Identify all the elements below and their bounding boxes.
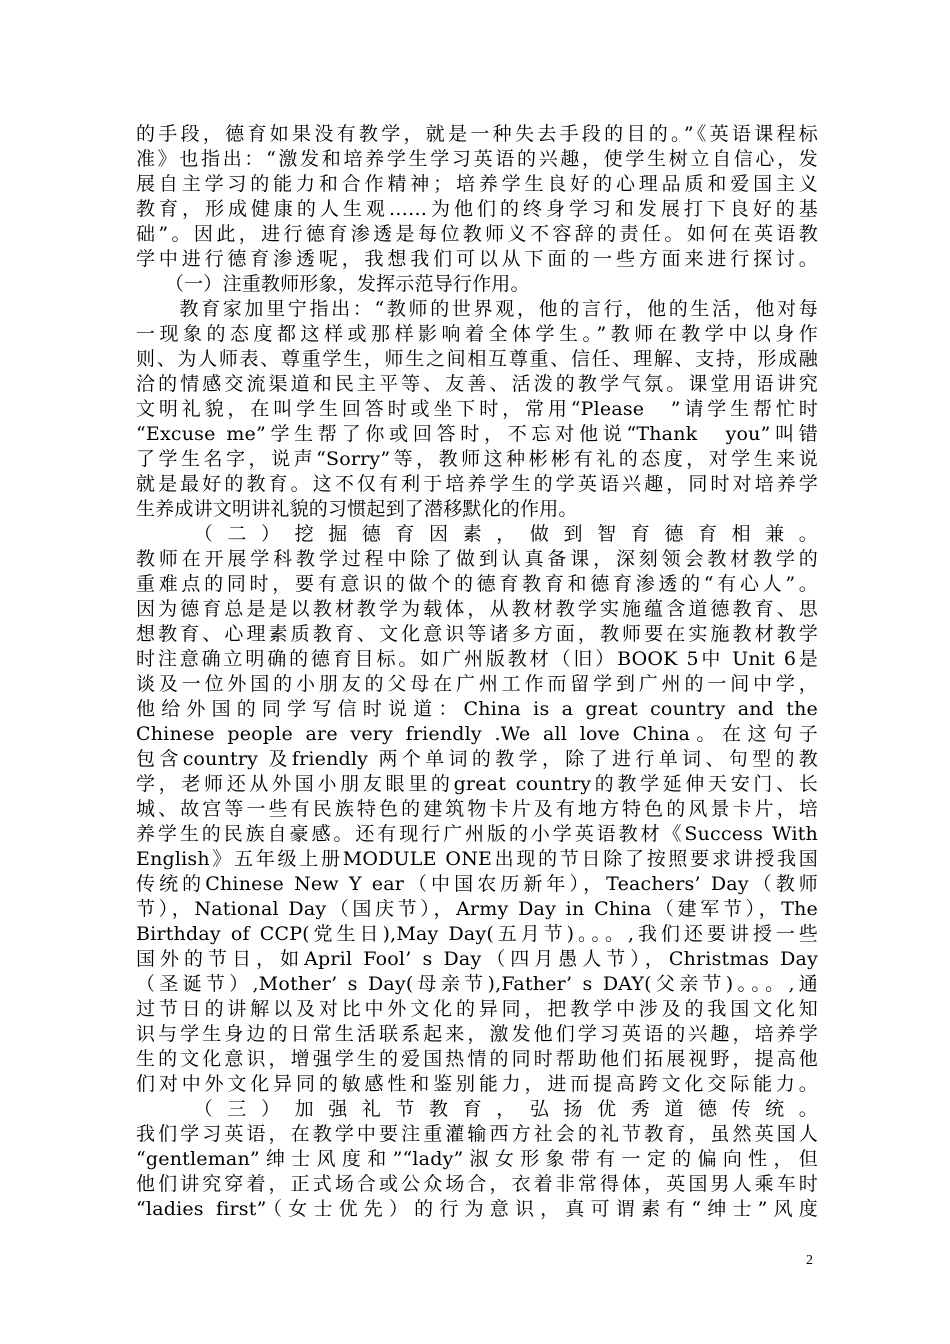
text-line: 他给外国的同学写信时说道：China is a great country and the [136, 698, 818, 720]
section-heading-2: （二）挖掘德育因素，做到智育德育相兼。 [136, 523, 818, 545]
text-line: 想教育、心理素质教育、文化意识等诸多方面，教师要在实施教材教学 [136, 623, 818, 645]
text-line: 因为德育总是是以教材教学为载体，从教材教学实施蕴含道德教育、思 [136, 598, 818, 620]
text-line: 节），National Day（国庆节），Army Day in China（建军节），The [136, 898, 818, 920]
text-line: 展自主学习的能力和合作精神；培养学生良好的心理品质和爱国主义 [136, 173, 818, 195]
text-line: 时注意确立明确的德育目标。如广州版教材（旧）BOOK 5中 Unit 6是 [136, 648, 818, 670]
text-line: 文明礼貌，在叫学生回答时或坐下时，常用“Please ”请学生帮忙时 [136, 398, 818, 420]
text-line: 础”。因此，进行德育渗透是每位教师义不容辞的责任。如何在英语教 [136, 223, 818, 245]
text-line: 城、故宫等一些有民族特色的建筑物卡片及有地方特色的风景卡片，培 [136, 798, 818, 820]
text-line: 们对中外文化异同的敏感性和鉴别能力，进而提高跨文化交际能力。 [136, 1073, 818, 1095]
text-line: 了学生名字，说声“Sorry”等，教师这种彬彬有礼的态度，对学生来说 [136, 448, 818, 470]
section-heading-1: （一）注重教师形象，发挥示范导行作用。 [136, 273, 530, 295]
text-line: 包含country 及friendly 两个单词的教学，除了进行单词、句型的教 [136, 748, 818, 770]
text-line: English》五年级上册MODULE ONE出现的节日除了按照要求讲授我国 [136, 848, 818, 870]
text-line: 国外的节日，如April Fool’ s Day（四月愚人节），Christmas Day [136, 948, 818, 970]
text-line: （圣诞节）,Mother’ s Day(母亲节),Father’ s DAY(父亲节)。。。,通 [136, 973, 818, 995]
text-line: 生的文化意识，增强学生的爱国热情的同时帮助他们拓展视野，提高他 [136, 1048, 818, 1070]
page-number: 2 [806, 1253, 813, 1268]
text-line: 准》也指出：“激发和培养学生学习英语的兴趣，使学生树立自信心，发 [136, 148, 818, 170]
text-line: 谈及一位外国的小朋友的父母在广州工作而留学到广州的一间中学， [136, 673, 818, 695]
text-line: 一现象的态度都这样或那样影响着全体学生。”教师在教学中以身作 [136, 323, 818, 345]
text-line: 就是最好的教育。这不仅有利于培养学生的学英语兴趣，同时对培养学 [136, 473, 818, 495]
text-line: 生养成讲文明讲礼貌的习惯起到了潜移默化的作用。 [136, 498, 578, 520]
text-line: “ladies first”（女士优先）的行为意识，真可谓素有“绅士”风度 [136, 1198, 818, 1220]
section-heading-3: （三）加强礼节教育，弘扬优秀道德传统。 [136, 1098, 818, 1120]
text-line: 学中进行德育渗透呢，我想我们可以从下面的一些方面来进行探讨。 [136, 248, 818, 270]
text-line: “Excuse me”学生帮了你或回答时，不忘对他说“Thank you”叫错 [136, 423, 818, 445]
text-line: 则、为人师表、尊重学生，师生之间相互尊重、信任、理解、支持，形成融 [136, 348, 818, 370]
text-line: 过节日的讲解以及对比中外文化的异同，把教学中涉及的我国文化知 [136, 998, 818, 1020]
text-line: 他们讲究穿着，正式场合或公众场合，衣着非常得体，英国男人乘车时 [136, 1173, 818, 1195]
text-line: 教育，形成健康的人生观……为他们的终身学习和发展打下良好的基 [136, 198, 818, 220]
document-body [136, 122, 818, 1222]
text-line: 学，老师还从外国小朋友眼里的great country的教学延伸天安门、长 [136, 773, 818, 795]
text-line: 重难点的同时，要有意识的做个的德育教育和德育渗透的“有心人”。 [136, 573, 818, 595]
text-line: 识与学生身边的日常生活联系起来，激发他们学习英语的兴趣，培养学 [136, 1023, 818, 1045]
text-line: 传统的Chinese New Y ear（中国农历新年），Teachers’ Day（教师 [136, 873, 818, 895]
text-line: 我们学习英语，在教学中要注重灌输西方社会的礼节教育，虽然英国人 [136, 1123, 818, 1145]
text-line: 教育家加里宁指出：“教师的世界观，他的言行，他的生活，他对每 [136, 298, 818, 320]
text-line: 洽的情感交流渠道和民主平等、友善、活泼的教学气氛。课堂用语讲究 [136, 373, 818, 395]
text-line: “gentleman”绅士风度和”“lady”淑女形象带有一定的偏向性，但 [136, 1148, 818, 1170]
text-line: 的手段，德育如果没有教学，就是一种失去手段的目的。”《英语课程标 [136, 123, 818, 145]
text-line: 教师在开展学科教学过程中除了做到认真备课，深刻领会教材教学的 [136, 548, 818, 570]
text-line: 养学生的民族自豪感。还有现行广州版的小学英语教材《Success With [136, 823, 818, 845]
text-line: Birthday of CCP(党生日),May Day(五月节)。。。,我们还要讲授一些 [136, 923, 818, 945]
text-line: Chinese people are very friendly .We all love China。在这句子 [136, 723, 818, 745]
